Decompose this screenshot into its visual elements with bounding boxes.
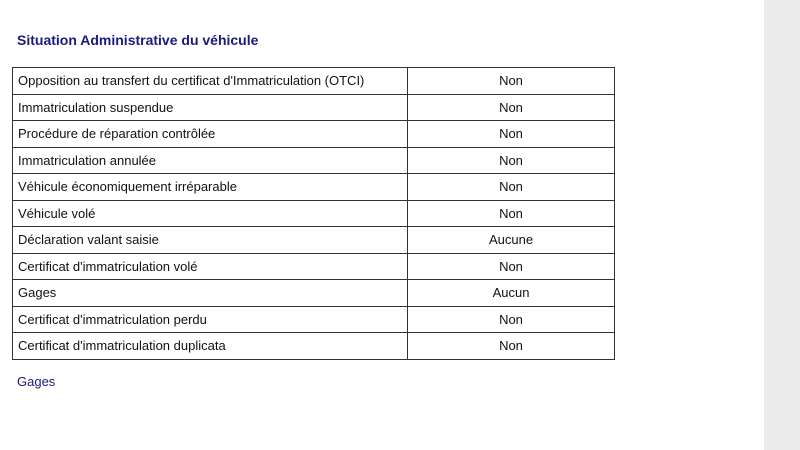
table-row	[13, 280, 615, 307]
table-row	[13, 68, 615, 95]
table-row	[13, 200, 615, 227]
row-label: Certificat d'immatriculation duplicata	[13, 333, 408, 360]
row-value: Aucun	[408, 280, 615, 307]
table-row	[13, 306, 615, 333]
row-value: Aucune	[408, 227, 615, 254]
section-title: Situation Administrative du véhicule	[17, 32, 259, 48]
row-label: Opposition au transfert du certificat d'Immatriculation (OTCI)	[13, 68, 408, 95]
table-row	[13, 147, 615, 174]
row-label: Véhicule volé	[13, 200, 408, 227]
row-label: Procédure de réparation contrôlée	[13, 121, 408, 148]
row-value: Non	[408, 333, 615, 360]
row-value: Non	[408, 94, 615, 121]
row-value: Non	[408, 253, 615, 280]
table-row	[13, 253, 615, 280]
row-label: Déclaration valant saisie	[13, 227, 408, 254]
table-row	[13, 227, 615, 254]
table-row	[13, 333, 615, 360]
gages-link[interactable]: Gages	[17, 374, 56, 389]
row-value: Non	[408, 121, 615, 148]
table-row	[13, 174, 615, 201]
table-row	[13, 94, 615, 121]
row-label: Certificat d'immatriculation volé	[13, 253, 408, 280]
row-value: Non	[408, 147, 615, 174]
row-label: Véhicule économiquement irréparable	[13, 174, 408, 201]
row-value: Non	[408, 200, 615, 227]
row-label: Immatriculation suspendue	[13, 94, 408, 121]
table-row	[13, 121, 615, 148]
row-label: Immatriculation annulée	[13, 147, 408, 174]
row-value: Non	[408, 68, 615, 95]
row-label: Certificat d'immatriculation perdu	[13, 306, 408, 333]
right-gutter	[764, 0, 800, 450]
row-value: Non	[408, 306, 615, 333]
row-value: Non	[408, 174, 615, 201]
row-label: Gages	[13, 280, 408, 307]
administrative-status-table	[12, 67, 615, 360]
